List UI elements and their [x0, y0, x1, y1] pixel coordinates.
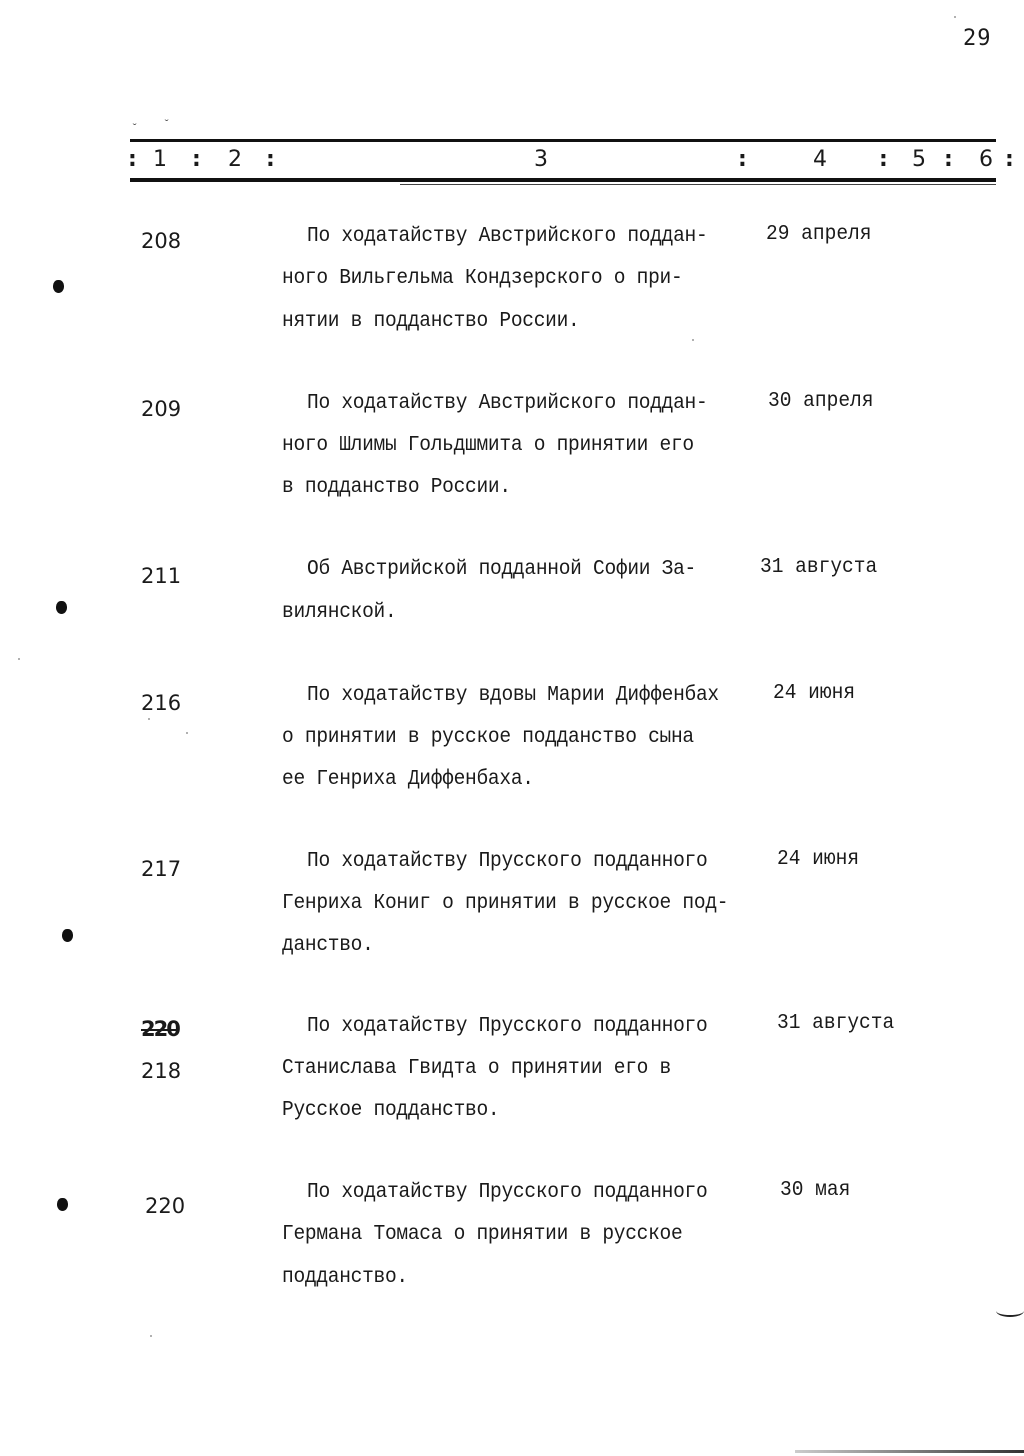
punch-hole-mark — [62, 929, 73, 942]
punch-hole-mark — [56, 601, 67, 614]
entry-date: 31 августа — [777, 1012, 895, 1035]
column-separator: : — [128, 147, 137, 172]
entry-text-line: Об Австрийской подданной Софии За- — [307, 558, 697, 581]
entry-text-line: По ходатайству Австрийского поддан- — [307, 392, 708, 415]
column-header-1: 1 — [153, 147, 167, 172]
entry-text-line: в подданство России. — [282, 476, 511, 499]
entry-text-line: По ходатайству Прусского подданного — [307, 850, 708, 873]
header-bottom-rule-thin — [400, 184, 996, 185]
scan-speck — [18, 658, 20, 660]
entry-text-line: Станислава Гвидта о принятии его в — [282, 1057, 672, 1080]
punch-hole-mark — [57, 1198, 68, 1211]
entry-number: 220 — [145, 1194, 186, 1218]
scan-speck — [150, 1335, 152, 1337]
scan-speck — [148, 718, 150, 720]
entry-date: 29 апреля — [766, 223, 872, 246]
entry-date: 30 апреля — [768, 390, 874, 413]
column-header-6: 6 — [979, 147, 993, 172]
column-separator: : — [266, 147, 275, 172]
header-bottom-rule — [130, 178, 996, 182]
page-number: 29 — [963, 26, 992, 51]
entry-text-line: ного Шлимы Гольдшмита о принятии его — [282, 434, 694, 457]
entry-text-line: подданство. — [282, 1266, 408, 1289]
column-separator: : — [192, 147, 201, 172]
entry-text-line: По ходатайству Прусского подданного — [307, 1015, 708, 1038]
entry-text-line: данство. — [282, 934, 374, 957]
scan-speck — [186, 732, 188, 734]
entry-number: 218 — [141, 1059, 182, 1083]
struck-entry-number: 220 — [141, 1017, 179, 1041]
scan-speck — [692, 339, 694, 341]
entry-text-line: нятии в подданство России. — [282, 310, 580, 333]
column-header-3: 3 — [534, 147, 548, 172]
column-header-2: 2 — [228, 147, 242, 172]
column-separator: : — [944, 147, 953, 172]
entry-number: 211 — [141, 564, 182, 588]
column-header-5: 5 — [912, 147, 926, 172]
column-separator: : — [1005, 147, 1014, 172]
column-separator: : — [738, 147, 747, 172]
column-separator: : — [879, 147, 888, 172]
scan-mark: ˇ — [163, 118, 171, 132]
entry-number: 208 — [141, 229, 182, 253]
entry-number: 216 — [141, 691, 182, 715]
entry-text-line: По ходатайству Австрийского поддан- — [307, 225, 708, 248]
entry-text-line: о принятии в русское подданство сына — [282, 726, 694, 749]
entry-text-line: По ходатайству Прусского подданного — [307, 1181, 708, 1204]
entry-text-line: ного Вильгельма Кондзерского о при- — [282, 267, 683, 290]
entry-text-line: Генриха Кониг о принятии в русское под- — [282, 892, 729, 915]
entry-number: 217 — [141, 857, 182, 881]
entry-text-line: вилянской. — [282, 601, 397, 624]
scan-mark: ˇ — [131, 122, 139, 136]
entry-text-line: По ходатайству вдовы Марии Диффенбах — [307, 684, 719, 707]
entry-text-line: Германа Томаса о принятии в русское — [282, 1223, 683, 1246]
header-top-rule — [130, 139, 996, 142]
entry-date: 24 июня — [777, 848, 860, 871]
page-bottom-edge — [795, 1450, 1024, 1453]
entry-date: 31 августа — [760, 556, 878, 579]
scan-speck — [954, 16, 956, 18]
entry-date: 24 июня — [773, 682, 856, 705]
entry-number: 209 — [141, 397, 182, 421]
entry-text-line: Русское подданство. — [282, 1099, 500, 1122]
entry-text-line: ее Генриха Диффенбаха. — [282, 768, 534, 791]
page-edge-mark — [996, 1305, 1024, 1317]
punch-hole-mark — [53, 280, 64, 293]
entry-date: 30 мая — [780, 1179, 851, 1202]
column-header-4: 4 — [813, 147, 827, 172]
